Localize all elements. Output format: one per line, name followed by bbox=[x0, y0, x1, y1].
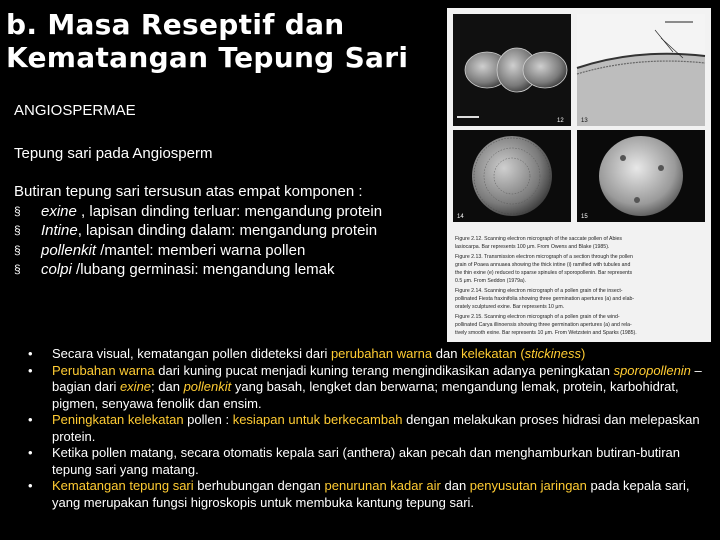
figure-caption-line: pollinated Carya illinoensis showing three germination apertures (a) and rela- bbox=[455, 322, 632, 328]
figure-caption-line: Figure 2.13. Transmission electron micrograph of a section through the pollen bbox=[455, 254, 633, 260]
pollen-micrograph-figure bbox=[447, 8, 711, 342]
panel-12-abies bbox=[453, 14, 571, 126]
panel-15-carya bbox=[577, 130, 705, 222]
highlight-span: kelekatan ( bbox=[461, 346, 525, 361]
bullet-dot: • bbox=[28, 412, 33, 427]
component-term: pollenkit bbox=[41, 241, 97, 259]
bullet-item-stickiness bbox=[28, 412, 708, 445]
subheading: Tepung sari pada Angiosperm bbox=[14, 145, 213, 162]
component-term: Intine bbox=[41, 222, 78, 239]
components-block bbox=[14, 182, 454, 280]
figure-caption-line: orately sculptured exine. Bar represents 10 μm. bbox=[455, 304, 565, 310]
section-marker: § bbox=[14, 203, 21, 218]
title-line-2: Kematangan Tepung Sari bbox=[6, 41, 409, 74]
figure-caption-line: Figure 2.12. Scanning electron micrograph of the saccate pollen of Abies bbox=[455, 236, 622, 242]
bullet-list bbox=[28, 346, 708, 511]
figure-caption-line: tively smooth exine. Bar represents 10 μm. From Wetzstein and Sparks (1985). bbox=[455, 330, 637, 336]
component-item-intine bbox=[14, 221, 454, 241]
text-span: berhubungan dengan bbox=[193, 478, 325, 493]
highlight-span: penyusutan jaringan bbox=[469, 478, 587, 493]
component-item-colpi bbox=[14, 260, 454, 280]
figure-caption-line: 0.5 μm. From Seddon (1979a). bbox=[455, 278, 527, 284]
figure-caption-line: Figure 2.15. Scanning electron micrograph of a pollen grain of the wind- bbox=[455, 314, 620, 320]
bullet-item-anther-dehiscence bbox=[28, 445, 708, 478]
slide-title bbox=[6, 8, 426, 74]
panel-14-fiesta bbox=[453, 130, 571, 222]
component-term: exine bbox=[41, 202, 77, 220]
component-term: colpi bbox=[41, 261, 72, 278]
bullet-item-visual bbox=[28, 346, 708, 363]
components-list bbox=[14, 202, 454, 280]
highlight-span: Perubahan warna bbox=[52, 362, 155, 378]
bullet-item-color-change bbox=[28, 363, 708, 413]
highlight-italic-span: pollenkit bbox=[183, 379, 232, 394]
section-marker: § bbox=[14, 262, 21, 276]
bullet-dot: • bbox=[28, 478, 33, 493]
text-span: dan bbox=[440, 478, 470, 493]
component-desc: /mantel: memberi warna pollen bbox=[96, 241, 306, 259]
text-span: dan bbox=[432, 346, 462, 361]
text-span: dari kuning pucat menjadi kuning terang mengindikasikan adanya peningkatan bbox=[154, 362, 614, 378]
text-span: Ketika pollen matang, secara otomatis kepala sari (anthera) akan pecah dan menghamburkan butiran-butiran tepung sari yang matang. bbox=[52, 445, 680, 477]
text-span: dengan melakukan proses hidrasi dan melepaskan protein. bbox=[52, 412, 700, 444]
section-marker: § bbox=[14, 223, 21, 237]
text-span: yang basah, lengket dan berwarna; mengandung lemak, protein, karbohidrat, pigmen, senyawa fenolik dan ensim. bbox=[52, 379, 679, 411]
title-line-1: b. Masa Reseptif dan bbox=[6, 8, 345, 41]
bullet-dot: • bbox=[28, 362, 33, 378]
highlight-span: ) bbox=[581, 346, 586, 361]
figure-caption-line: pollinated Fiesta fraxinifolia showing three germination apertures (a) and elab- bbox=[455, 296, 635, 302]
component-desc: , lapisan dinding dalam: mengandung protein bbox=[77, 222, 378, 239]
panel-number-14: 14 bbox=[457, 214, 464, 220]
highlight-italic-span: sporopollenin bbox=[613, 362, 691, 378]
highlight-span: penurunan kadar air bbox=[324, 478, 441, 493]
section-marker: § bbox=[14, 242, 21, 257]
panel-number-15: 15 bbox=[581, 214, 588, 220]
bullet-block bbox=[28, 346, 708, 511]
heading-angiospermae: ANGIOSPERMAE bbox=[14, 102, 136, 119]
figure-caption-line: Figure 2.14. Scanning electron micrograph of a pollen grain of the insect- bbox=[455, 288, 623, 294]
panel-13-section bbox=[577, 14, 705, 126]
figure-captions bbox=[455, 236, 637, 336]
component-desc: , lapisan dinding terluar: mengandung protein bbox=[76, 202, 383, 220]
bullet-item-maturation bbox=[28, 478, 708, 511]
panel-number-12: 12 bbox=[557, 118, 564, 124]
panel-number-13: 13 bbox=[581, 118, 588, 124]
text-span: – bagian dari bbox=[52, 362, 702, 394]
bullet-dot: • bbox=[28, 346, 33, 361]
component-desc: /lubang germinasi: mengandung lemak bbox=[71, 261, 335, 278]
text-span: ; dan bbox=[151, 379, 184, 394]
component-item-exine bbox=[14, 202, 454, 222]
component-item-pollenkit bbox=[14, 241, 454, 261]
highlight-span: perubahan warna bbox=[330, 346, 433, 361]
figure-caption-line: the thin exine (e) reduced to sparse spinules of sporopollenin. Bar represents bbox=[455, 270, 633, 276]
micrograph-plate bbox=[447, 8, 711, 342]
text-span: pollen : bbox=[183, 412, 233, 427]
text-span: Secara visual, kematangan pollen dideteksi dari bbox=[52, 346, 331, 361]
components-intro: Butiran tepung sari tersusun atas empat komponen : bbox=[14, 183, 363, 200]
text-span: pada kepala sari, yang merupakan fungsi higroskopis untuk membuka kantung tepung sari. bbox=[52, 478, 690, 510]
highlight-italic-span: exine bbox=[119, 379, 152, 394]
figure-caption-line: grain of Poaea annuaea showing the thick intine (i) ramified with tubules and bbox=[455, 262, 631, 268]
highlight-italic-span: stickiness bbox=[524, 346, 582, 361]
highlight-span: kesiapan untuk berkecambah bbox=[232, 412, 403, 427]
bullet-dot: • bbox=[28, 445, 33, 460]
highlight-span: Peningkatan kelekatan bbox=[52, 412, 184, 427]
figure-caption-line: lasiocarpa. Bar represents 100 μm. From Owens and Blake (1985). bbox=[455, 244, 610, 250]
highlight-span: Kematangan tepung sari bbox=[52, 478, 194, 493]
